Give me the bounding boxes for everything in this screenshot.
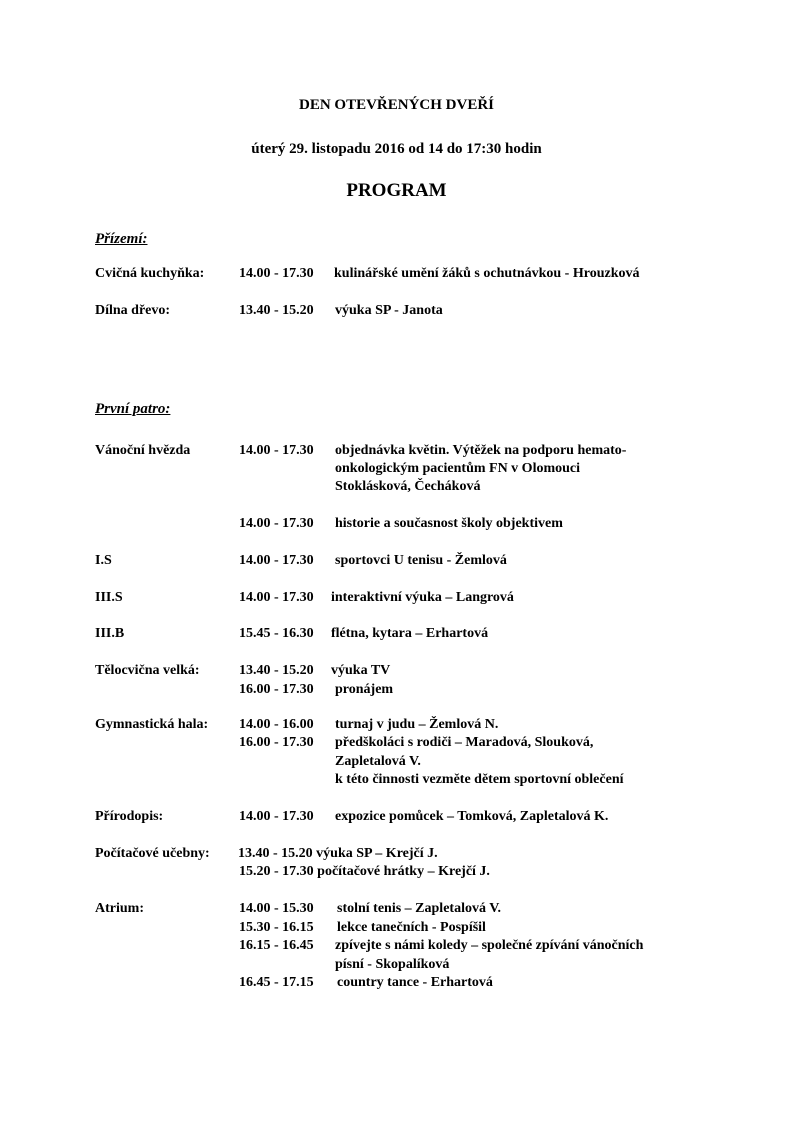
time-range: 16.00 - 17.30	[239, 735, 314, 750]
activity-description: lekce tanečních - Pospíšil	[337, 920, 486, 935]
activity-description: interaktivní výuka – Langrová	[331, 590, 514, 605]
room-name: I.S	[95, 553, 112, 568]
activity-description: objednávka květin. Výtěžek na podporu hemato-	[335, 443, 627, 458]
time-range: 14.00 - 17.30	[239, 266, 314, 281]
room-name: Vánoční hvězda	[95, 443, 191, 458]
activity-description: expozice pomůcek – Tomková, Zapletalová K.	[335, 809, 609, 824]
activity-description: předškoláci s rodiči – Maradová, Slouková,	[335, 735, 594, 750]
time-range: 13.40 - 15.20	[239, 663, 314, 678]
activity-description: flétna, kytara – Erhartová	[331, 626, 489, 641]
first-floor-heading: První patro:	[95, 401, 171, 417]
activity-description: stolní tenis – Zapletalová V.	[337, 901, 502, 916]
time-range: 14.00 - 16.00	[239, 717, 314, 732]
activity-description: country tance - Erhartová	[337, 975, 493, 990]
time-range: 16.15 - 16.45	[239, 938, 314, 953]
event-date: úterý 29. listopadu 2016 od 14 do 17:30 hodin	[251, 141, 542, 157]
time-range: 14.00 - 17.30	[239, 553, 314, 568]
activity-description: zpívejte s námi koledy – společné zpívání vánočních	[335, 938, 644, 953]
time-range: 16.45 - 17.15	[239, 975, 314, 990]
document-title: DEN OTEVŘENÝCH DVEŘÍ	[298, 97, 495, 113]
time-range: 14.00 - 15.30	[239, 901, 314, 916]
activity-description: kulinářské umění žáků s ochutnávkou - Hrouzková	[334, 266, 640, 281]
program-heading: PROGRAM	[346, 180, 447, 201]
room-name: III.S	[95, 590, 123, 605]
room-name: Atrium:	[95, 901, 144, 916]
time-and-activity: 15.20 - 17.30 počítačové hrátky – Krejčí J.	[239, 864, 490, 879]
time-range: 15.45 - 16.30	[239, 626, 314, 641]
time-range: 15.30 - 16.15	[239, 920, 314, 935]
room-name: Gymnastická hala:	[95, 717, 209, 732]
activity-description: pronájem	[335, 682, 394, 697]
activity-description: Zapletalová V.	[335, 754, 421, 769]
activity-description: písní - Skopalíková	[335, 957, 450, 972]
room-name: III.B	[95, 626, 125, 641]
activity-description: sportovci U tenisu - Žemlová	[335, 553, 507, 568]
time-range: 13.40 - 15.20	[239, 303, 314, 318]
activity-description: onkologickým pacientům FN v Olomouci	[335, 461, 581, 476]
time-range: 14.00 - 17.30	[239, 809, 314, 824]
time-range: 14.00 - 17.30	[239, 443, 314, 458]
activity-description: historie a současnost školy objektivem	[335, 516, 563, 531]
room-name: Počítačové učebny:	[95, 846, 210, 861]
time-range: 14.00 - 17.30	[239, 516, 314, 531]
room-name: Dílna dřevo:	[95, 303, 171, 318]
room-name: Cvičná kuchyňka:	[95, 266, 205, 281]
activity-description: výuka SP - Janota	[335, 303, 443, 318]
time-range: 16.00 - 17.30	[239, 682, 314, 697]
activity-description: výuka TV	[331, 663, 391, 678]
room-name: Přírodopis:	[95, 809, 164, 824]
time-and-activity: 13.40 - 15.20 výuka SP – Krejčí J.	[238, 846, 438, 861]
activity-description: Stoklásková, Čecháková	[335, 479, 481, 494]
room-name: Tělocvična velká:	[95, 663, 200, 678]
ground-floor-heading: Přízemí:	[95, 231, 148, 247]
activity-note: k této činnosti vezměte dětem sportovní oblečení	[335, 772, 624, 787]
time-range: 14.00 - 17.30	[239, 590, 314, 605]
activity-description: turnaj v judu – Žemlová N.	[335, 717, 499, 732]
